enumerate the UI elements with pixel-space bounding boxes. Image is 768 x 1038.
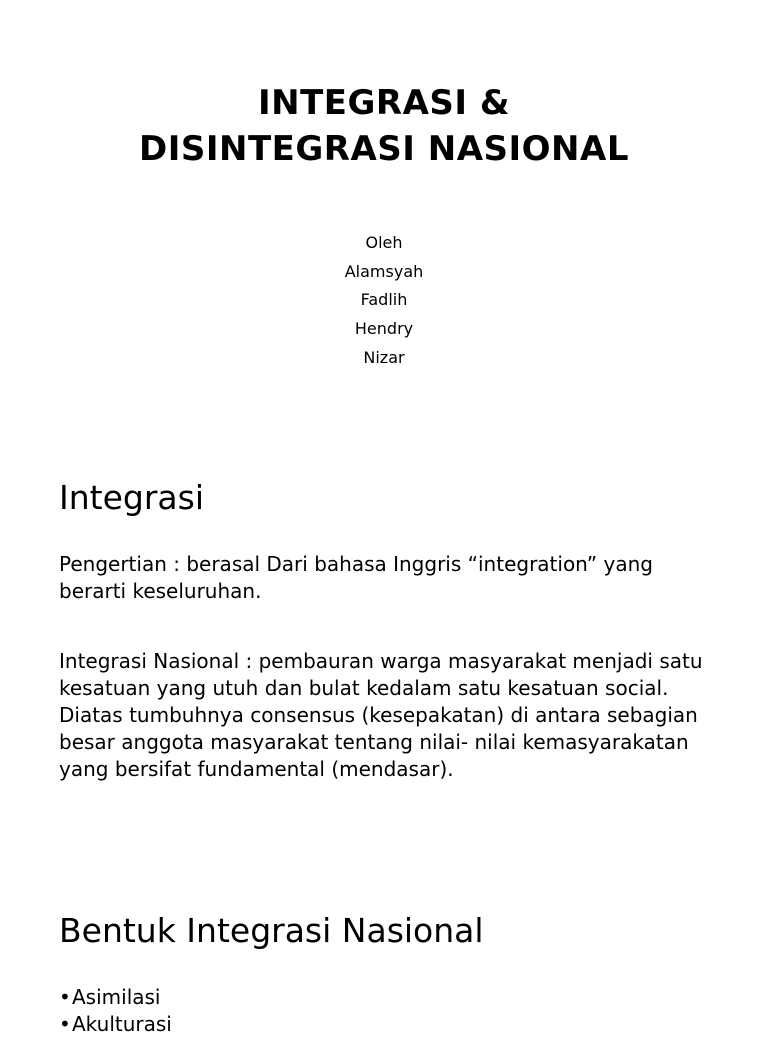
author-line: Oleh [365,233,403,252]
title-slide [0,0,768,384]
author-line: Hendry [354,319,414,339]
slide-heading: Integrasi [59,478,204,517]
bullet-icon: • [59,1012,71,1036]
slide-heading: Bentuk Integrasi Nasional [59,911,484,950]
bentuk-slide [0,864,768,1036]
author-line: Fadlih [360,290,408,310]
national-integration-paragraph: Integrasi Nasional : pembauran warga masyarakat menjadi satu kesatuan yang utuh dan bulat kedalam satu kesatuan social. Diatas tumbuhnya consensus (kesepakatan) di antara sebagian besar anggota masyarakat tentang nilai- nilai kemasyarakatan yang bersifat fundamental (mendasar). [59,649,703,781]
title-line-1: INTEGRASI & [257,83,511,123]
presentation-title [0,80,768,172]
author-line: Alamsyah [344,261,424,281]
bullet-icon: • [59,985,71,1009]
integrasi-slide [0,384,768,864]
author-line: Nizar [363,347,405,367]
title-line-2: DISINTEGRASI NASIONAL [138,129,629,169]
bullet-item [59,984,172,1011]
bullet-item [59,1011,172,1038]
author-list [0,229,768,373]
bullet-text: Akulturasi [72,1012,172,1036]
bullet-text: Asimilasi [72,985,161,1009]
definition-paragraph: Pengertian : berasal Dari bahasa Inggris “integration” yang berarti keseluruhan. [59,552,653,603]
bullet-list [59,984,172,1038]
